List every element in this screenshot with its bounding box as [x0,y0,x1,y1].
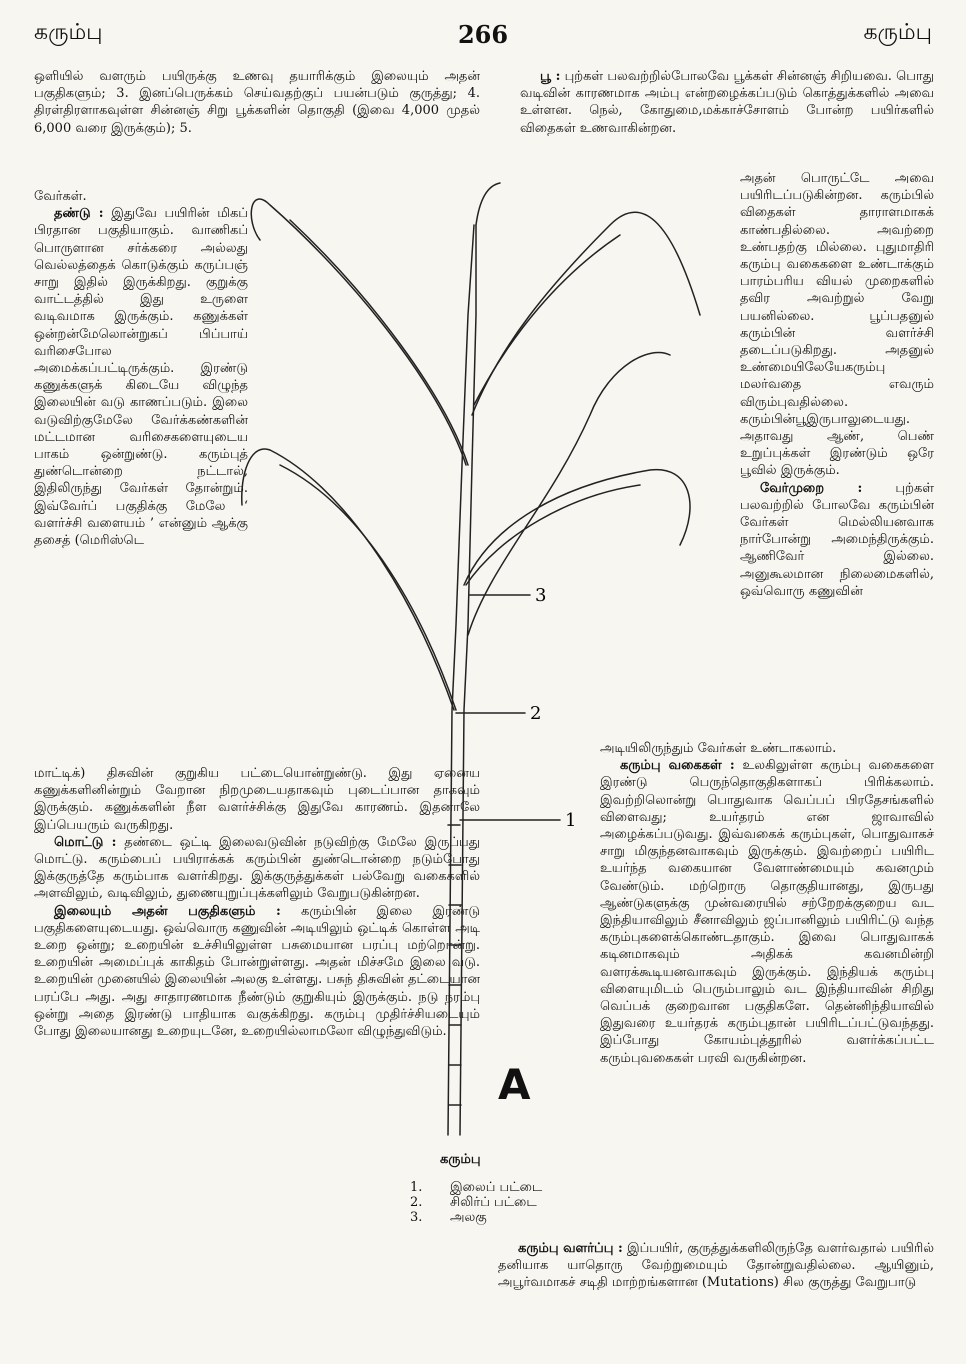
section-heading-varieties: கரும்பு வகைகள் : [620,758,735,774]
stem-paragraph [34,205,248,549]
legend-item [410,1210,542,1225]
flower-text: புற்கள் பலவற்றில்போலவே பூக்கள் சின்னஞ் சிறியவை. பொது வடிவின் காரணமாக அம்பு என்றழைக்கப்படும் கொத்துக்களில் அவை உள்ளன. நெல், கோதுமை,மக்காச்சோளம் போன்ற பயிர்களில் விதைகள் உணவாகின்றன. [520,69,934,136]
legend-number: 2. [410,1195,423,1210]
section-heading-stem: தண்டு : [54,206,104,222]
leaf-text: கரும்பின் இலை இரண்டு பகுதிகளையுடையது. ஒவ்வொரு கணுவின் அடியிலும் ஒட்டிக் கொள்ள அடி உறை ஒன்று; உறையின் உச்சியிலுள்ள பசுமையான பரப்பு மற்றொன்று. உறையின் அமைப்புக் காகிதம் போன்றுள்ளது. அதன் மிச்சமே இலை வடு. உறையின் முனையில் இலையின் அலகு உள்ளது. பசுந் திசுவின் தட்டையான பரப்பே அது. அது சாதாரணமாக நீண்டும் குறுகியும் இருக்கும். நடு நரம்பு ஒன்று அதை இரண்டு பாதியாக வகுக்கிறது. கரும்பு முதிர்ச்சியடையும் போது இலையானது உறையுடனே, உறையில்லாமலோ விழுந்துவிடும். [34,903,480,1040]
flower-paragraph [520,68,934,137]
leaf-upper-left-inner [290,220,468,465]
legend-number: 1. [410,1180,423,1195]
left-column-narrow [34,188,248,549]
paragraph: ஒளியில் வளரும் பயிருக்கு உணவு தயாரிக்கும் இலையும் அதன் பகுதிகளும்; 3. இனப்பெருக்கம் செய்வதற்குப் பயன்படும் குருத்து; 4. திரள்திரளாகவுள்ள சின்னஞ் சிறு பூக்களின் தொகுதி (இவை 4,000 முதல் 6,000 வரை இருக்கும்); 5. [34,69,480,136]
varieties-text: உலகிலுள்ள கரும்பு வகைகளை இரண்டு பெருந்தொகுதிகளாகப் பிரிக்கலாம். இவற்றிலொன்று பொதுவாக வெப்பப் பிரதேசங்களில் விளைவது; உயர்தரம் என ஜாவாவில் அழைக்கப்படுவது. இவ்வகைக் கரும்புகள், பொதுவாகச் சாறு மிகுந்தனவாகவும் இருக்கும். இவற்றைப் பயிரிட உயர்ந்த வகையான வேளாண்மையும் கவனமும் வேண்டும். மற்றொரு தொகுதியானது, இருபது ஆண்டுகளுக்கு முன்வரையில் சற்றேறக்குறைய வட இந்தியாவிலும் சீனாவிலும் ஜப்பானிலும் பயிரிட்டு வந்த கரும்புகளைக்கொண்டதாகும். இவை பொதுவாகக் கடினமாகவும் அதிகக் கவனமின்றி வளரக்கூடியனவாகவும் இருக்கும். இந்தியக் கரும்பு விளையுமிடம் பெரும்பாலும் வட இந்தியாவின் சிறிது வெப்பக் குறைவான பகுதிகளே. தென்னிந்தியாவில் இதுவரை உயர்தரக் கரும்புதான் பயிரிடப்பட்டுவந்தது. இப்போது கோயம்புத்தூரில் வளர்க்கப்பட்ட கரும்புவகைகள் பரவி வருகின்றன. [600,758,935,1066]
figure-legend [410,1180,542,1225]
page-number: 266 [457,20,509,49]
paragraph-continuation: அதன் பொருட்டே அவை பயிரிடப்படுகின்றன. கரும்பில் விதைகள் தாராளமாகக் காண்பதில்லை. அவற்றை உண்பதற்கு மில்லை. புதுமாதிரி கரும்பு வகைகளை உண்டாக்கும் பாரம்பரிய வியல் முறைகளில் தவிர அவற்றுல் வேறு பயனில்லை. பூப்பதனுல் கரும்பின் வளர்ச்சி தடைப்படுகிறது. அதனுல் உண்மையிலேயேகரும்பு மலர்வதை எவரும் விரும்புவதில்லை. கரும்பின்பூஇருபாலுடையது. அதாவது ஆண், பெண் உறுப்புக்கள் இரண்டும் ஒரே பூவில் இருக்கும். [740,171,934,479]
leaf-upper-left [251,199,466,465]
legend-label: சிலிர்ப் பட்டை [450,1195,537,1210]
legend-item [410,1180,542,1195]
left-column-top [34,68,480,137]
growing-paragraph [498,1240,934,1292]
leaf-lower-left [242,449,454,710]
section-heading-leaf: இலையும் அதன் பகுதிகளும் : [54,903,281,919]
callout-label-3: 3 [535,585,547,606]
paragraph-continuation: அடியிலிருந்தும் வேர்கள் உண்டாகலாம். [600,741,837,756]
stem-text: இதுவே பயிரின் மிகப் பிரதான பகுதியாகும். வாணிகப் பொருளான சர்க்கரை அல்லது வெல்லத்தைக் கொடுக்கும் கருப்பஞ் சாறு இதில் இருக்கிறது. குறுக்கு வாட்டத்தில் இது உருளை வடிவமாக இருக்கும். கணுக்கள் ஒன்றன்மேலொன்றுகப் பிப்பாய் வரிசைபோல அமைக்கப்பட்டிருக்கும். இரண்டு கணுக்களுக் கிடையே விழுந்த இலையின் வடு காணப்படும். இலை வடுவிற்குமேலே வேர்க்கண்களின் மட்டமான வரிசைகளையுடைய பாகம் ஒன்றுண்டு. கரும்புத் துண்டொன்றை நட்டால், இதிலிருந்து வேர்கள் தோன்றும். இவ்வேர்ப் பகுதிக்கு மேலே ‘ வளர்ச்சி வளையம் ’ என்னும் ஆக்கு தசைத் (மெரிஸ்டெ [34,206,248,549]
running-header-left: கரும்பு [34,20,103,45]
legend-number: 3. [410,1210,423,1225]
sugarcane-illustration [230,165,740,1155]
section-heading-root: வேர்முறை : [760,480,863,496]
leaf-upper-right-inner [474,235,620,405]
leaf-upper-right [472,212,700,415]
right-column-bottom [498,1240,934,1292]
legend-label: அலகு [450,1210,487,1225]
leaf-lower-left-inner [280,465,456,710]
section-heading-flower: பூ : [540,69,561,84]
stem-right-outline [460,225,476,1135]
right-column-top [520,68,934,137]
legend-item [410,1195,542,1210]
leaf-tip [476,183,500,225]
figure-letter: A [498,1060,531,1109]
root-text: புற்கள் பலவற்றில் போலவே கரும்பின் வேர்கள் மெல்லியனவாக நார்போன்று அமைந்திருக்கும். ஆணிவேர் இல்லை. அனுகூலமான நிலைமைகளில், ஒவ்வொரு கணுவின் [740,480,934,599]
bud-text: தண்டை ஒட்டி இலைவடுவின் நடுவிற்கு மேலே இருப்பது மொட்டு. கரும்பைப் பயிராக்கக் கரும்பின் துண்டொன்றை நடும்போது இக்குருத்தே கரும்பாக வளர்கிறது. இக்குருத்துக்கள் பல்வேறு வகைகளில் அளவிலும், வடிவிலும், துணையுறுப்புக்களிலும் வேறுபடுகின்றன. [34,834,480,902]
leaf-right-upper [468,353,670,636]
right-column-narrow [740,170,934,600]
growing-text: இப்பயிர், குருத்துக்களிலிருந்தே வளர்வதால் பயிரில் தனியாக யாதொரு வேற்றுமையும் தோன்றுவதில்லை. ஆயினும், அபூர்வமாகச் சடிதி மாற்றங்களான (Mutations) சில குருத்து வேறுபாடு [498,1241,934,1291]
section-heading-bud: மொட்டு : [54,834,117,850]
callout-label-2: 2 [530,703,542,724]
paragraph-continuation: வேர்கள். [34,189,87,204]
legend-label: இலைப் பட்டை [450,1180,543,1195]
running-header-right: கரும்பு [863,20,932,45]
leaf-middle-right [464,470,690,585]
callout-label-1: 1 [565,810,577,831]
figure-caption-title: கரும்பு [440,1152,481,1167]
paragraph-continuation: மாட்டிக்) திசுவின் குறுகிய பட்டையொன்றுண்டு. இது ஏனைய கணுக்களினின்றும் வேறான நிறமுடையதாகவும் புடைப்பான தாகவும் இருக்கும். கணுக்களின் நீள வளர்ச்சிக்கு இதுவே காரணம். இதனாலே இப்பெயரும் வருகிறது. [34,766,480,833]
section-heading-growing: கரும்பு வளர்ப்பு : [518,1241,623,1256]
root-paragraph [740,480,934,600]
